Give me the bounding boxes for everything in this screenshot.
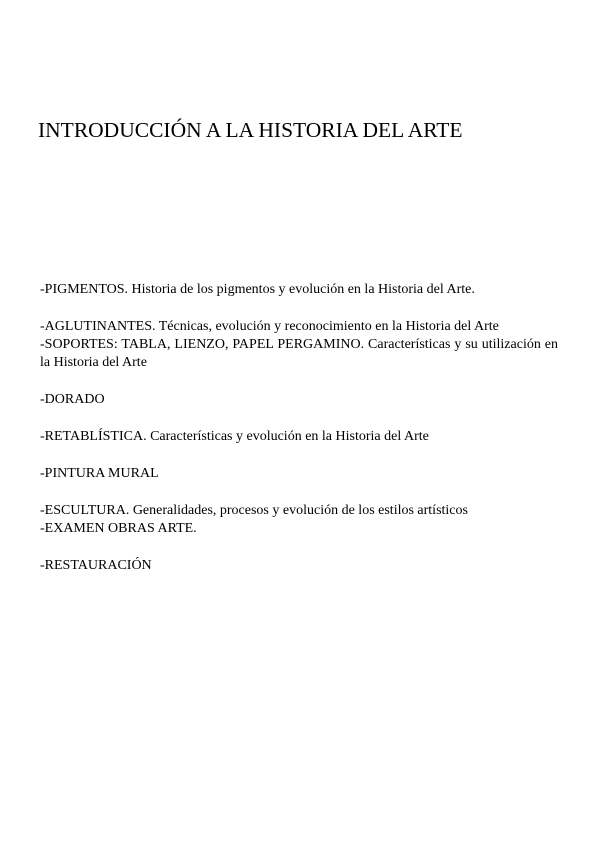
topic-item-pigmentos: -PIGMENTOS. Historia de los pigmentos y evolución en la Historia del Arte. <box>40 282 475 297</box>
topic-item-escultura: -ESCULTURA. Generalidades, procesos y evolución de los estilos artísticos <box>40 503 468 518</box>
topic-item-dorado: -DORADO <box>40 392 105 407</box>
topic-item-pintura-mural: -PINTURA MURAL <box>40 466 159 481</box>
document-title: INTRODUCCIÓN A LA HISTORIA DEL ARTE <box>38 118 463 142</box>
topic-item-examen-obras: -EXAMEN OBRAS ARTE. <box>40 521 197 536</box>
topic-item-restauracion: -RESTAURACIÓN <box>40 558 152 573</box>
topic-item-aglutinantes: -AGLUTINANTES. Técnicas, evolución y reconocimiento en la Historia del Arte <box>40 319 499 334</box>
topic-item-soportes: -SOPORTES: TABLA, LIENZO, PAPEL PERGAMINO. Características y su utilización en la Historia del Arte <box>40 337 558 370</box>
topic-item-retablistica: -RETABLÍSTICA. Características y evolución en la Historia del Arte <box>40 429 429 444</box>
topic-list <box>40 281 558 575</box>
